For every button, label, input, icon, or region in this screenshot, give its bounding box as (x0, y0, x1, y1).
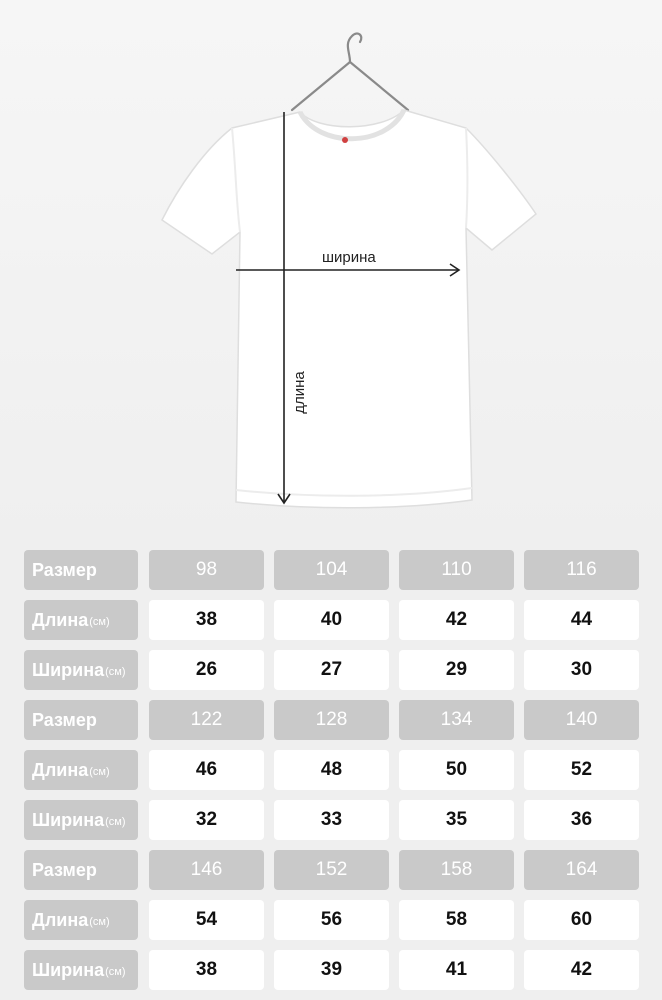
unit-label: (см) (89, 916, 110, 928)
row-header-label: Размер (32, 559, 97, 580)
row-header-label: Длина (32, 609, 89, 630)
row-header-label: Ширина (32, 809, 105, 830)
width-cell: 32 (149, 800, 264, 840)
length-cell: 56 (274, 900, 389, 940)
length-cell: 38 (149, 600, 264, 640)
length-cell: 48 (274, 750, 389, 790)
size-row-header (24, 850, 138, 890)
row-header-label: Размер (32, 859, 97, 880)
unit-label: (см) (89, 616, 110, 628)
width-cell: 29 (399, 650, 514, 690)
size-cell: 122 (149, 700, 264, 740)
width-cell: 35 (399, 800, 514, 840)
tshirt-icon (162, 110, 536, 508)
size-cell: 146 (149, 850, 264, 890)
size-cell: 158 (399, 850, 514, 890)
size-cell: 98 (149, 550, 264, 590)
size-cell: 140 (524, 700, 639, 740)
width-measure-label: ширина (322, 249, 376, 266)
width-cell: 39 (274, 950, 389, 990)
unit-label: (см) (89, 766, 110, 778)
length-row-header (24, 600, 138, 640)
unit-label: (см) (105, 666, 126, 678)
width-row-header (24, 800, 138, 840)
length-cell: 58 (399, 900, 514, 940)
unit-label: (см) (105, 816, 126, 828)
length-cell: 42 (399, 600, 514, 640)
row-header-label: Длина (32, 759, 89, 780)
unit-label: (см) (105, 966, 126, 978)
row-header-label: Длина (32, 909, 89, 930)
size-cell: 104 (274, 550, 389, 590)
length-cell: 40 (274, 600, 389, 640)
length-cell: 46 (149, 750, 264, 790)
width-cell: 42 (524, 950, 639, 990)
size-cell: 116 (524, 550, 639, 590)
size-cell: 164 (524, 850, 639, 890)
width-row-header (24, 650, 138, 690)
length-cell: 60 (524, 900, 639, 940)
width-cell: 38 (149, 950, 264, 990)
width-cell: 33 (274, 800, 389, 840)
length-cell: 44 (524, 600, 639, 640)
length-cell: 54 (149, 900, 264, 940)
hanger-icon (292, 34, 408, 110)
row-header-label: Ширина (32, 659, 105, 680)
size-row-header (24, 700, 138, 740)
brand-tag-icon (342, 137, 348, 143)
length-cell: 50 (399, 750, 514, 790)
width-cell: 41 (399, 950, 514, 990)
row-header-label: Размер (32, 709, 97, 730)
size-cell: 152 (274, 850, 389, 890)
length-measure-label: длина (290, 371, 308, 414)
size-cell: 110 (399, 550, 514, 590)
length-row-header (24, 900, 138, 940)
length-row-header (24, 750, 138, 790)
width-row-header (24, 950, 138, 990)
width-cell: 30 (524, 650, 639, 690)
width-cell: 26 (149, 650, 264, 690)
size-cell: 134 (399, 700, 514, 740)
width-cell: 27 (274, 650, 389, 690)
size-row-header (24, 550, 138, 590)
size-cell: 128 (274, 700, 389, 740)
row-header-label: Ширина (32, 959, 105, 980)
size-chart-table (0, 540, 662, 1000)
width-cell: 36 (524, 800, 639, 840)
length-cell: 52 (524, 750, 639, 790)
